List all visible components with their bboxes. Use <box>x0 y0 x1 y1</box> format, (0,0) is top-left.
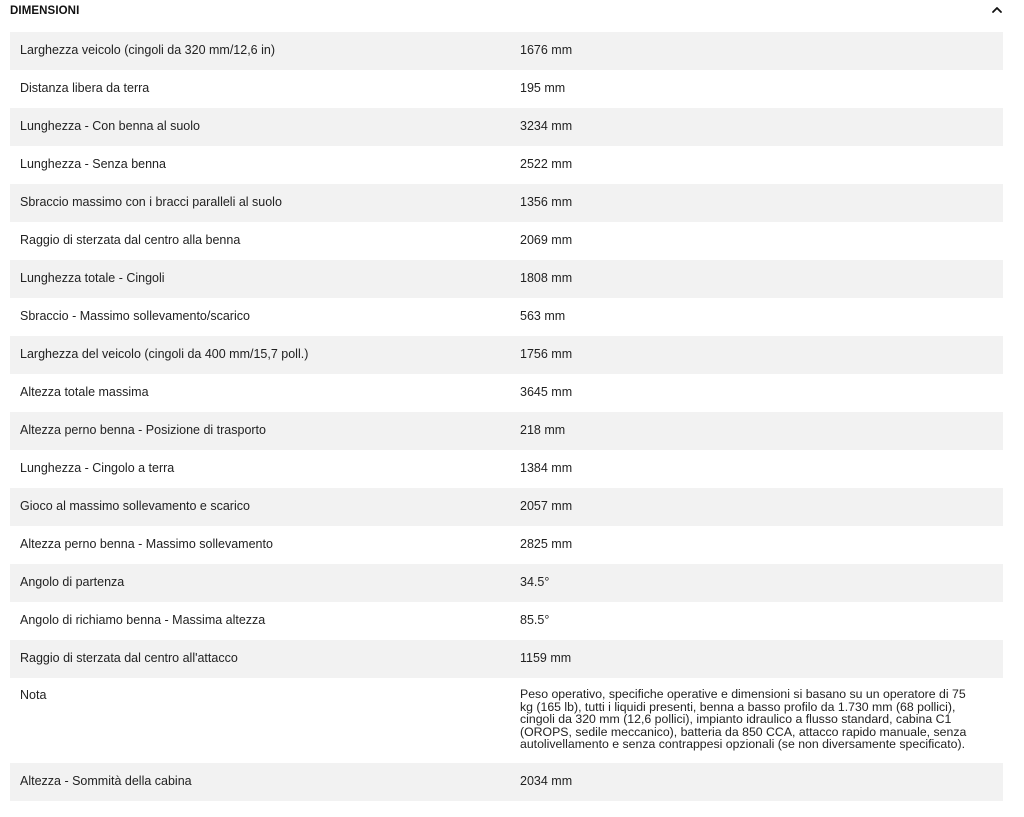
table-row <box>10 488 1003 526</box>
spec-label: Larghezza del veicolo (cingoli da 400 mm/15,7 poll.) <box>20 347 309 361</box>
table-row <box>10 146 1003 184</box>
table-row <box>10 260 1003 298</box>
spec-value: 195 mm <box>520 81 566 95</box>
spec-label: Sbraccio massimo con i bracci paralleli al suolo <box>20 195 282 209</box>
spec-value: 1756 mm <box>520 347 573 361</box>
spec-label: Lunghezza - Senza benna <box>20 157 166 171</box>
spec-value: 3645 mm <box>520 385 573 399</box>
table-row <box>10 336 1003 374</box>
table-row <box>10 412 1003 450</box>
spec-label: Lunghezza - Con benna al suolo <box>20 119 200 133</box>
spec-label: Angolo di richiamo benna - Massima altezza <box>20 613 266 627</box>
table-row <box>10 602 1003 640</box>
table-row <box>10 70 1003 108</box>
specs-table <box>10 32 1003 801</box>
table-row-note <box>10 678 1003 763</box>
spec-value: 34.5° <box>520 575 550 589</box>
table-row <box>10 450 1003 488</box>
table-row <box>10 298 1003 336</box>
spec-value-note: Peso operativo, specifiche operative e dimensioni si basano su un operatore di 75 kg (165 lb), tutti i liquidi presenti, benna a basso profilo da 1.730 mm (68 pollici), cingoli da 320 mm (12,6 pollici), impianto idraulico a flusso standard, cabina C1 (OROPS, sedile meccanico), batteria da 850 CCA, attacco rapido manuale, senza autolivellamento e senza contrappesi opzionali (se non diversamente specificato). <box>520 687 967 751</box>
table-row <box>10 564 1003 602</box>
spec-value: 1356 mm <box>520 195 573 209</box>
table-row <box>10 32 1003 70</box>
section-header-dimensioni[interactable] <box>0 0 1024 24</box>
spec-value: 2034 mm <box>520 773 573 788</box>
spec-value: 2522 mm <box>520 157 573 171</box>
spec-label: Altezza - Sommità della cabina <box>20 773 192 788</box>
spec-value: 2057 mm <box>520 499 573 513</box>
spec-label: Altezza perno benna - Massimo sollevamento <box>20 537 273 551</box>
table-row <box>10 763 1003 801</box>
table-row <box>10 184 1003 222</box>
section-title: DIMENSIONI <box>10 5 80 17</box>
spec-label: Altezza perno benna - Posizione di trasporto <box>20 423 266 437</box>
spec-value: 2069 mm <box>520 233 573 247</box>
spec-label: Gioco al massimo sollevamento e scarico <box>20 499 250 513</box>
spec-label: Sbraccio - Massimo sollevamento/scarico <box>20 309 250 323</box>
spec-label: Raggio di sterzata dal centro all'attacco <box>20 651 238 665</box>
table-row <box>10 526 1003 564</box>
table-row <box>10 374 1003 412</box>
spec-label: Lunghezza - Cingolo a terra <box>20 461 175 475</box>
table-row <box>10 222 1003 260</box>
spec-value: 1384 mm <box>520 461 573 475</box>
spec-value: 1159 mm <box>520 651 572 665</box>
spec-value: 85.5° <box>520 613 550 627</box>
spec-label: Lunghezza totale - Cingoli <box>20 271 165 285</box>
spec-value: 3234 mm <box>520 119 573 133</box>
spec-label: Distanza libera da terra <box>20 81 150 95</box>
spec-value: 1808 mm <box>520 271 573 285</box>
spec-label: Raggio di sterzata dal centro alla benna <box>20 233 241 247</box>
spec-value: 1676 mm <box>520 43 573 57</box>
spec-value: 218 mm <box>520 423 566 437</box>
chevron-up-icon[interactable] <box>989 3 1005 17</box>
spec-label: Nota <box>20 688 47 702</box>
table-row <box>10 108 1003 146</box>
table-row <box>10 640 1003 678</box>
spec-label: Altezza totale massima <box>20 385 149 399</box>
spec-value: 2825 mm <box>520 537 573 551</box>
spec-value: 563 mm <box>520 309 566 323</box>
spec-label: Angolo di partenza <box>20 575 125 589</box>
spec-label: Larghezza veicolo (cingoli da 320 mm/12,6 in) <box>20 43 275 57</box>
